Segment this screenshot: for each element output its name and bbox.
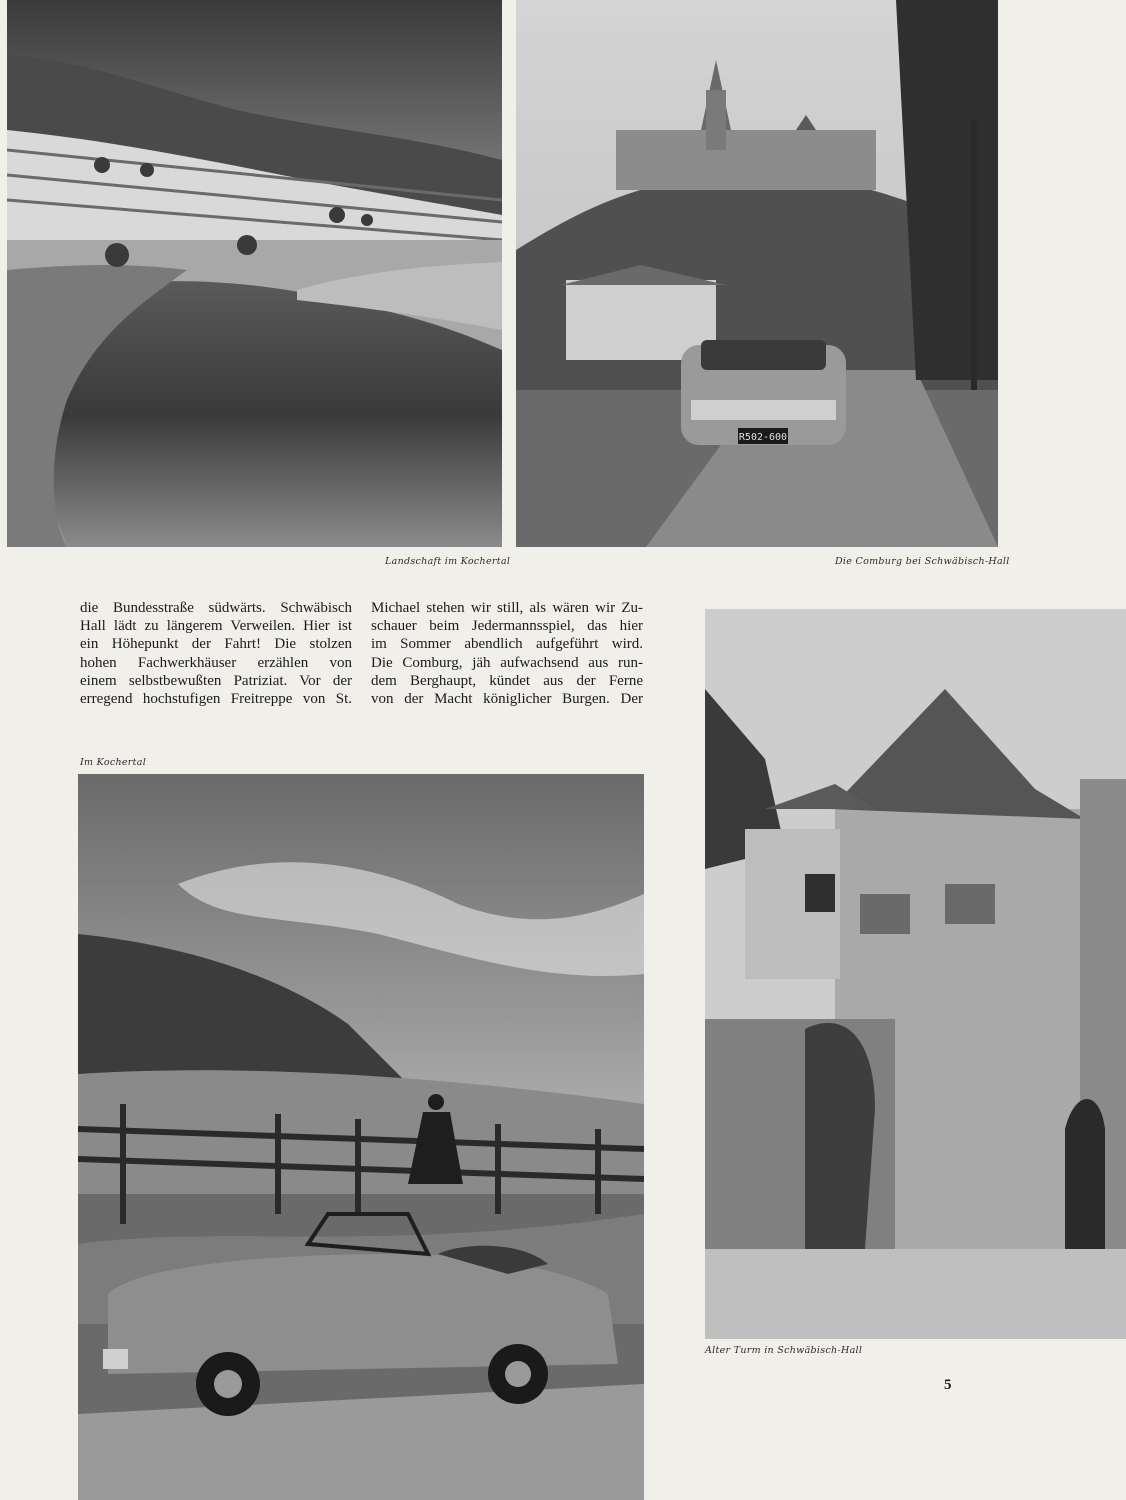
text-line: dem Berghaupt, kündet aus der Ferne: [371, 672, 643, 689]
license-plate: R502-600: [738, 432, 788, 443]
text-line: einem selbstbewußten Patriziat. Vor der: [80, 672, 352, 689]
photo-old-tower: [705, 609, 1126, 1339]
kochertal-car-image: [78, 774, 644, 1500]
comburg-castle-image: [516, 0, 998, 547]
text-line: Michael stehen wir still, als wären wir Zu-: [371, 600, 643, 616]
text-line: Hall lädt zu längerem Verweilen. Hier ist: [80, 618, 352, 635]
text-column-right: [371, 599, 643, 708]
text-line: von der Macht königlicher Burgen. Der: [371, 691, 643, 708]
text-line: ein Höhepunkt der Fahrt! Die stolzen: [80, 636, 352, 653]
caption-tower: Alter Turm in Schwäbisch-Hall: [705, 1345, 863, 1356]
text-line: Die Comburg, jäh aufwachsend aus run-: [371, 654, 643, 671]
photo-comburg: [516, 0, 998, 547]
page-number: 5: [944, 1377, 952, 1393]
text-column-left: [80, 599, 352, 708]
text-line: hohen Fachwerkhäuser erzählen von: [80, 654, 352, 671]
caption-kochertal: Im Kochertal: [80, 757, 147, 768]
landscape-river-image: [7, 0, 502, 547]
photo-landscape-kochertal: [7, 0, 502, 547]
text-line: schauer beim Jedermannsspiel, das hier: [371, 618, 643, 635]
text-line: die Bundesstraße südwärts. Schwäbisch: [80, 600, 352, 616]
caption-landscape: Landschaft im Kochertal: [385, 556, 511, 567]
caption-comburg: Die Comburg bei Schwäbisch-Hall: [835, 556, 1010, 567]
text-line: erregend hochstufigen Freitreppe von St.: [80, 691, 352, 708]
photo-kochertal-car: [78, 774, 644, 1500]
old-tower-image: [705, 609, 1126, 1339]
car-front: [681, 340, 846, 445]
text-line: im Sommer abendlich aufgeführt wird.: [371, 636, 643, 653]
